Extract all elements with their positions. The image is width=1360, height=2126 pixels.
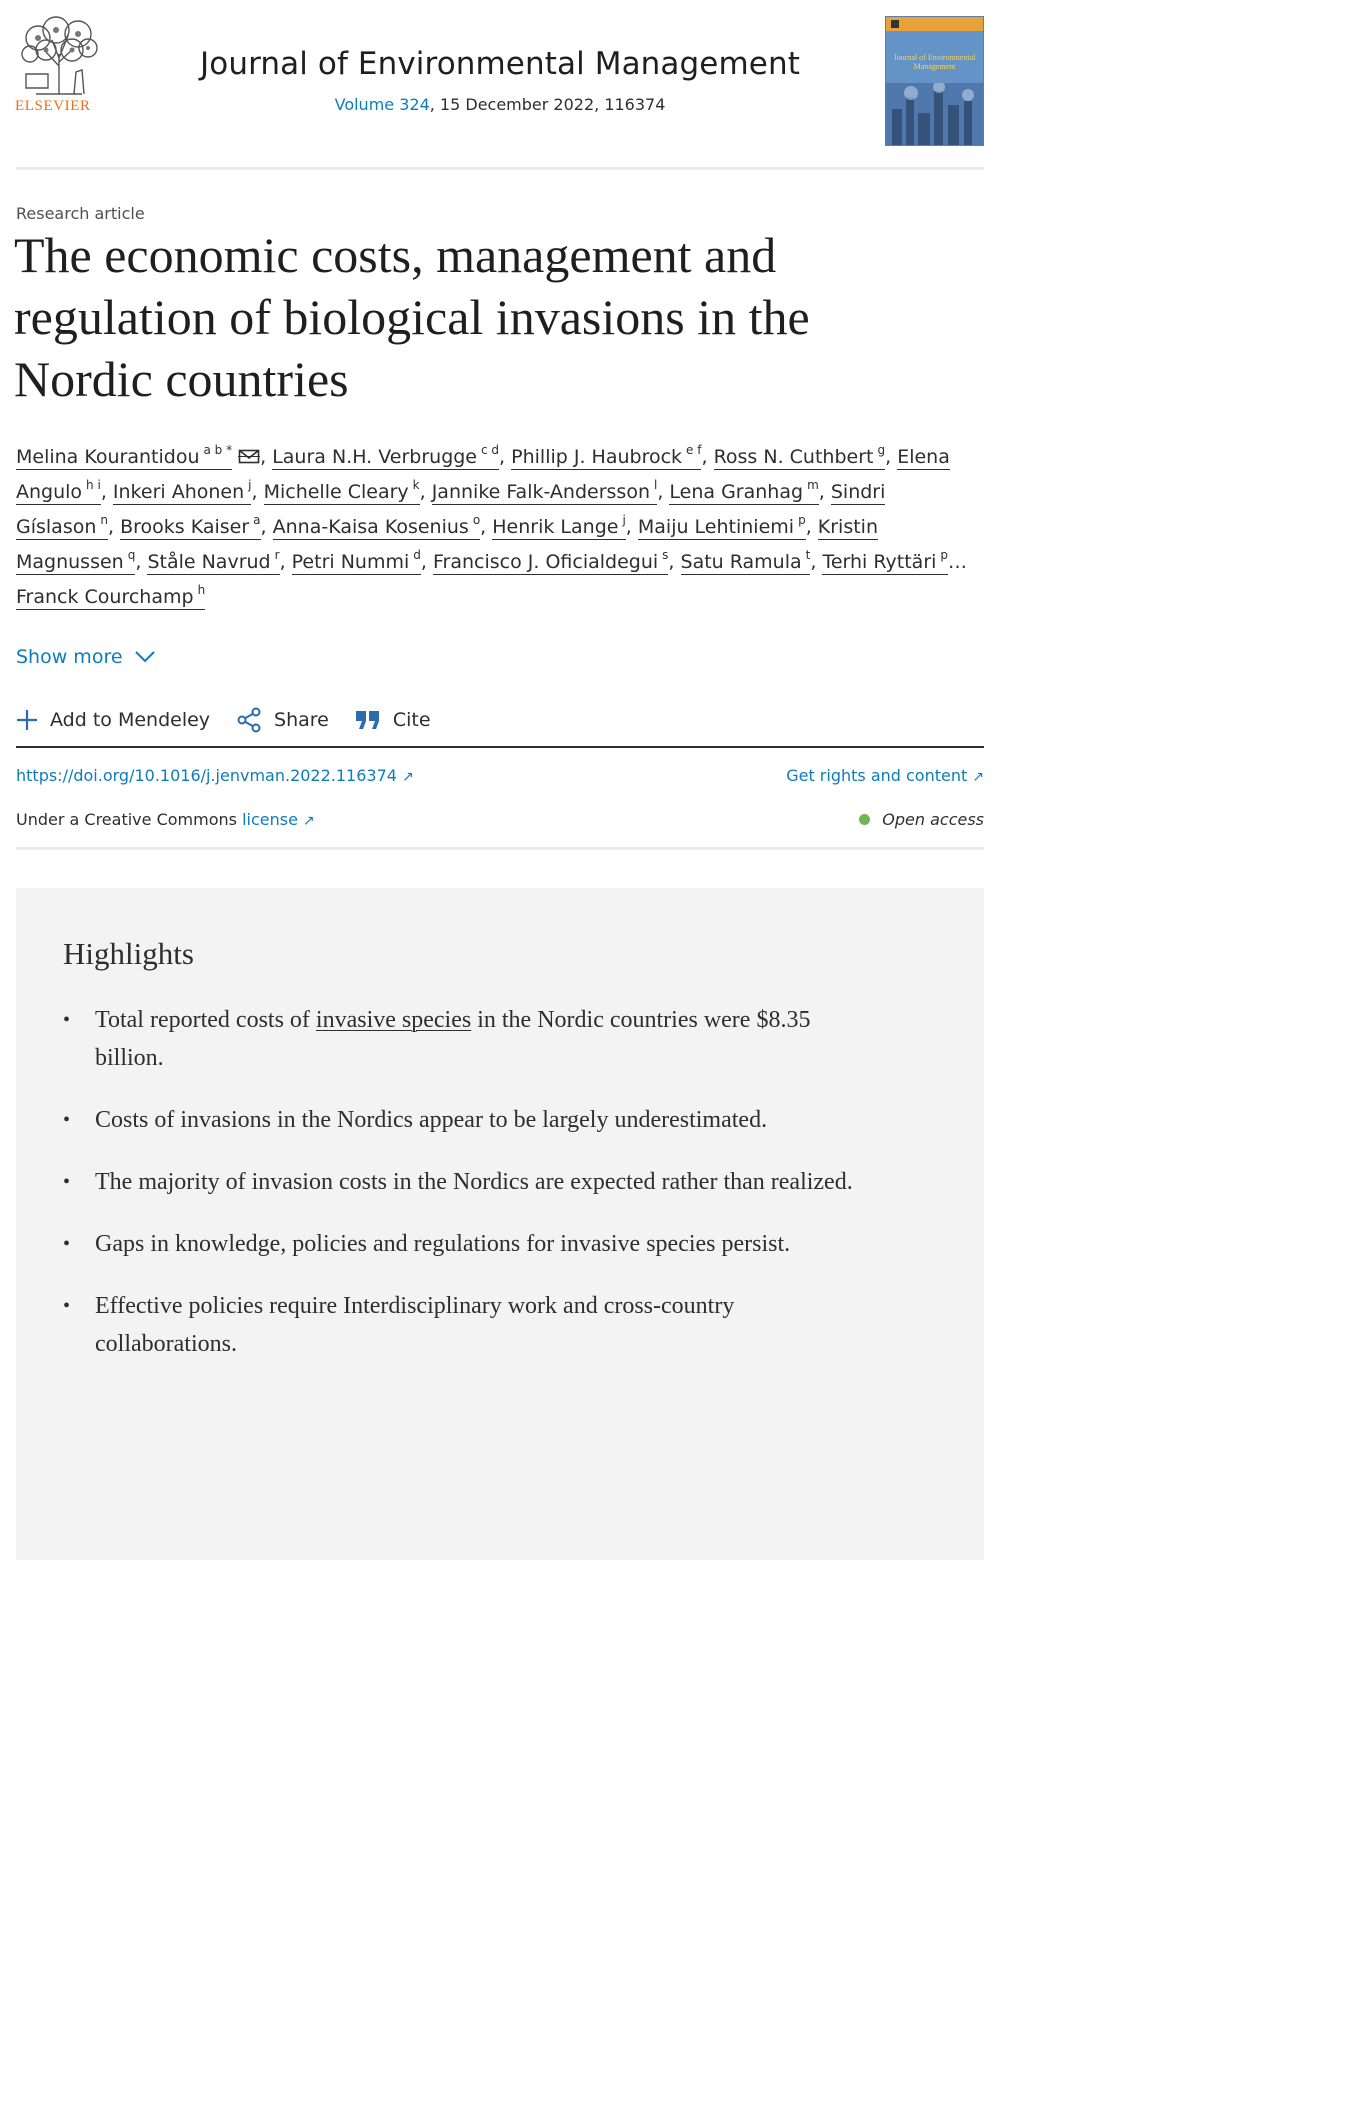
volume-link[interactable]: Volume 324 — [334, 95, 430, 114]
author-entry: Phillip J. Haubrock $^{e f}$, — [511, 442, 714, 468]
author-entry: Inkeri Ahonen $^j$, — [112, 477, 264, 503]
email-icon[interactable] — [238, 441, 260, 457]
affiliation-marker: h — [197, 582, 206, 597]
author-link[interactable] — [713, 442, 886, 470]
affiliation-marker: o — [472, 512, 481, 527]
affiliation-marker: j — [622, 512, 626, 527]
author-link[interactable] — [112, 477, 252, 505]
author-name: Ross N. Cuthbert — [713, 446, 874, 468]
open-access-dot-icon — [859, 814, 870, 825]
highlight-item — [63, 1101, 853, 1139]
affiliation-marker: l — [653, 477, 658, 492]
cite-label: Cite — [392, 709, 431, 731]
external-link-icon: ↗ — [302, 813, 315, 829]
author-name: Melina Kourantidou — [16, 446, 200, 468]
license-link-text: license — [242, 810, 298, 829]
mendeley-label: Add to Mendeley — [50, 709, 211, 731]
license-link[interactable] — [242, 810, 315, 829]
author-name: Phillip J. Haubrock — [511, 446, 683, 468]
journal-title[interactable]: Journal of Environmental Management — [200, 46, 800, 82]
highlight-item — [63, 1163, 853, 1201]
author-name: Francisco J. Oficialdegui — [432, 551, 659, 573]
journal-header — [16, 12, 984, 170]
author-link[interactable] — [16, 582, 206, 610]
author-link[interactable] — [263, 477, 420, 505]
plus-icon — [16, 709, 38, 731]
author-name: Henrik Lange — [492, 516, 619, 538]
highlight-text: Effective policies require Interdisciplinary work and cross-country collaborations. — [95, 1293, 735, 1357]
rights-text: Get rights and content — [786, 766, 968, 785]
author-name: Sindri Gíslason — [16, 481, 886, 538]
affiliation-marker: g — [877, 442, 886, 457]
author-entry — [822, 547, 968, 575]
affiliation-marker: s — [662, 547, 669, 562]
author-link[interactable] — [147, 547, 280, 575]
highlights-list — [63, 1001, 853, 1387]
affiliation-marker: k — [412, 477, 420, 492]
author-name: Laura N.H. Verbrugge — [272, 446, 478, 468]
author-entry: Ross N. Cuthbert $^g$, — [713, 442, 898, 468]
author-link[interactable] — [511, 442, 702, 470]
rights-link[interactable] — [786, 766, 984, 785]
affiliation-marker: a — [253, 512, 261, 527]
author-link[interactable] — [272, 442, 500, 470]
article-actions — [16, 700, 984, 748]
cite-button[interactable] — [355, 702, 431, 738]
journal-info — [16, 46, 984, 114]
license-prefix: Under a Creative Commons — [16, 810, 243, 829]
author-entry: Elena Angulo $^{h i}$, — [16, 446, 950, 503]
chevron-down-icon — [135, 651, 155, 663]
author-name: Anna-Kaisa Kosenius — [272, 516, 469, 538]
author-entry: Ståle Navrud $^r$, — [147, 547, 292, 573]
author-ellipsis: … — [948, 551, 968, 573]
author-link[interactable] — [637, 512, 806, 540]
cover-title: Journal of Environmental Management — [893, 53, 976, 71]
author-name: Jannike Falk-Andersson — [431, 481, 650, 503]
author-entry — [16, 582, 206, 610]
affiliation-marker: c d — [481, 442, 500, 457]
author-entry: Henrik Lange $^j$, — [492, 512, 638, 538]
highlights-heading: Highlights — [63, 936, 194, 971]
highlights-section — [16, 888, 984, 1560]
cover-top-bar — [886, 17, 983, 31]
author-entry: Kristin Magnussen $^q$, — [16, 516, 879, 573]
author-name: Maiju Lehtiniemi — [637, 516, 795, 538]
author-name: Brooks Kaiser — [120, 516, 250, 538]
journal-cover[interactable] — [885, 16, 984, 146]
highlight-text: The majority of invasion costs in the Nordics are expected rather than realized. — [95, 1169, 853, 1195]
author-name: Petri Nummi — [291, 551, 410, 573]
author-link[interactable] — [291, 547, 421, 575]
affiliation-marker: h i — [86, 477, 101, 492]
affiliation-marker: m — [807, 477, 819, 492]
author-link[interactable] — [272, 512, 481, 540]
highlight-item — [63, 1001, 853, 1077]
author-entry: Brooks Kaiser $^a$, — [120, 512, 273, 538]
open-access-badge — [859, 810, 984, 829]
article-title: The economic costs, management and regulation of biological invasions in the Nordic countries — [14, 227, 810, 407]
author-name: Lena Granhag — [669, 481, 804, 503]
author-entry: Sindri Gíslason $^n$, — [16, 481, 886, 538]
author-name: Inkeri Ahonen — [112, 481, 245, 503]
add-to-mendeley-button[interactable] — [16, 702, 210, 738]
author-name: Terhi Ryttäri — [822, 551, 937, 573]
affiliation-marker: r — [274, 547, 280, 562]
highlight-text: in the Nordic countries were $8.35 billion. — [95, 1007, 811, 1071]
article-type: Research article — [16, 204, 145, 223]
affiliation-marker: n — [100, 512, 108, 527]
author-entry: Petri Nummi $^d$, — [291, 547, 433, 573]
author-link[interactable] — [669, 477, 819, 505]
affiliation-marker: d — [413, 547, 421, 562]
author-entry: Satu Ramula $^t$, — [680, 547, 823, 573]
share-icon — [236, 707, 262, 733]
author-name: Kristin Magnussen — [16, 516, 879, 573]
author-list — [16, 440, 984, 615]
author-name: Satu Ramula — [680, 551, 802, 573]
author-entry: Laura N.H. Verbrugge $^{c d}$, — [272, 442, 512, 468]
affiliation-marker: q — [127, 547, 136, 562]
affiliation-marker: j — [248, 477, 252, 492]
author-link[interactable] — [822, 547, 949, 575]
author-name: Ståle Navrud — [147, 551, 271, 573]
author-link[interactable] — [492, 512, 626, 540]
cover-logo-icon — [891, 20, 899, 28]
doi-link[interactable] — [16, 766, 414, 785]
license-row — [16, 810, 984, 850]
author-link[interactable] — [16, 442, 233, 470]
affiliation-marker: t — [805, 547, 811, 562]
author-link[interactable] — [120, 512, 261, 540]
author-name: Franck Courchamp — [16, 586, 194, 608]
author-entry: Francisco J. Oficialdegui $^s$, — [432, 547, 681, 573]
highlight-text: Costs of invasions in the Nordics appear to be largely underestimated. — [95, 1107, 768, 1133]
author-entry: Anna-Kaisa Kosenius $^o$, — [272, 512, 493, 538]
issue-meta — [16, 95, 984, 114]
open-access-label: Open access — [882, 810, 984, 829]
affiliation-marker: p — [798, 512, 806, 527]
author-entry: Michelle Cleary $^k$, — [263, 477, 432, 503]
highlight-item — [63, 1287, 853, 1363]
author-entry: Melina Kourantidou $^{a b *}$ , — [16, 442, 273, 468]
share-label: Share — [274, 709, 329, 731]
cover-city-icon — [886, 83, 984, 145]
author-link[interactable] — [432, 547, 669, 575]
external-link-icon: ↗ — [972, 769, 984, 785]
share-button[interactable] — [236, 702, 329, 738]
author-name: Elena Angulo — [16, 446, 950, 503]
external-link-icon: ↗ — [401, 769, 414, 785]
highlight-term-link[interactable]: invasive species — [315, 1007, 472, 1033]
show-more-label: Show more — [16, 646, 123, 668]
author-link[interactable] — [680, 547, 811, 575]
license-info — [16, 810, 315, 829]
author-entry: Jannike Falk-Andersson $^l$, — [431, 477, 670, 503]
author-link[interactable] — [431, 477, 658, 505]
author-entry: Maiju Lehtiniemi $^p$, — [637, 512, 818, 538]
highlight-item — [63, 1225, 853, 1263]
affiliation-marker: p — [940, 547, 949, 562]
affiliation-marker: a b * — [203, 442, 233, 457]
doi-text: https://doi.org/10.1016/j.jenvman.2022.116374 — [16, 766, 397, 785]
show-more-button[interactable] — [16, 646, 155, 668]
author-name: Michelle Cleary — [263, 481, 409, 503]
publisher-wordmark: ELSEVIER — [15, 98, 91, 114]
author-entry: Lena Granhag $^m$, — [669, 477, 831, 503]
quote-icon — [355, 709, 381, 731]
highlight-text: Gaps in knowledge, policies and regulations for invasive species persist. — [95, 1231, 791, 1257]
affiliation-marker: e f — [686, 442, 702, 457]
issue-date: , 15 December 2022, 116374 — [429, 95, 666, 114]
highlight-text: Total reported costs of — [95, 1007, 316, 1033]
